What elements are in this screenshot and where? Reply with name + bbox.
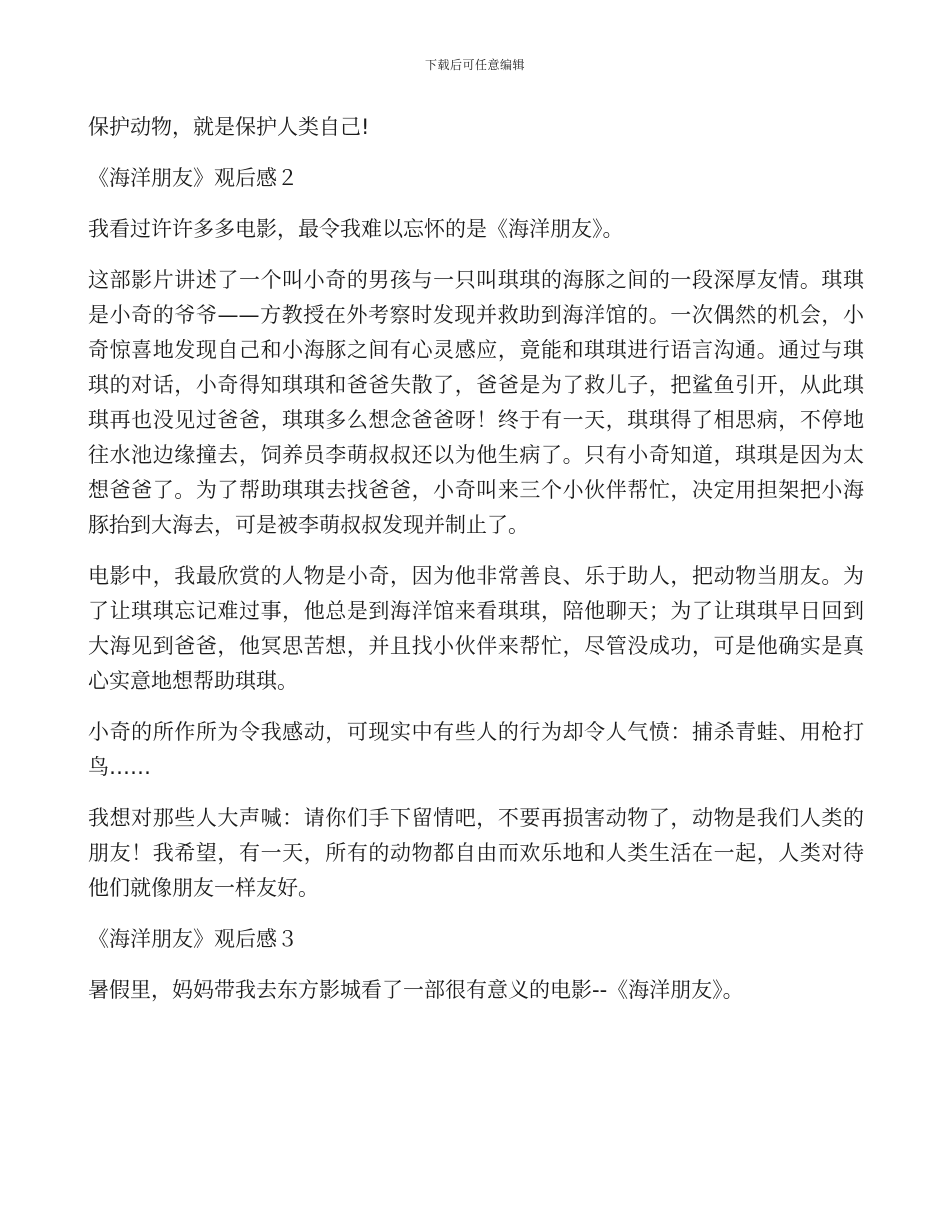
paragraph-closing-line: 保护动物，就是保护人类自己! — [88, 115, 370, 139]
paragraph-reality: 小奇的所作所为令我感动，可现实中有些人的行为却令人气愤：捕杀青蛙、用枪打鸟…… — [88, 720, 864, 779]
document-body — [88, 110, 864, 1024]
paragraph-summer: 暑假里，妈妈带我去东方影城看了一部很有意义的电影--《海洋朋友》。 — [88, 978, 744, 1002]
paragraph-plot: 这部影片讲述了一个叫小奇的男孩与一只叫琪琪的海豚之间的一段深厚友情。琪琪是小奇的爷爷——方教授在外考察时发现并救助到海洋馆的。一次偶然的机会，小奇惊喜地发现自己和小海豚之间有心灵感应，竟能和琪琪进行语言沟通。通过与琪琪的对话，小奇得知琪琪和爸爸失散了，爸爸是为了救儿子，把鲨鱼引开，从此琪琪再也没见过爸爸，琪琪多么想念爸爸呀！终于有一天，琪琪得了相思病，不停地往水池边缘撞去，饲养员李萌叔叔还以为他生病了。只有小奇知道，琪琪是因为太想爸爸了。为了帮助琪琪去找爸爸，小奇叫来三个小伙伴帮忙，决定用担架把小海豚抬到大海去，可是被李萌叔叔发现并制止了。 — [88, 268, 864, 537]
section-heading-3: 《海洋朋友》观后感３ — [88, 927, 298, 951]
paragraph-character: 电影中，我最欣赏的人物是小奇，因为他非常善良、乐于助人，把动物当朋友。为了让琪琪忘记难过事，他总是到海洋馆来看琪琪，陪他聊天；为了让琪琪早日回到大海见到爸爸，他冥思苦想，并且找小伙伴来帮忙，尽管没成功，可是他确实是真心实意地想帮助琪琪。 — [88, 564, 864, 693]
paragraph-intro: 我看过许许多多电影，最令我难以忘怀的是《海洋朋友》。 — [88, 217, 624, 241]
paragraph-appeal: 我想对那些人大声喊：请你们手下留情吧，不要再损害动物了，动物是我们人类的朋友！我希望，有一天，所有的动物都自由而欢乐地和人类生活在一起，人类对待他们就像朋友一样友好。 — [88, 806, 864, 900]
page-header: 下载后可任意编辑 — [424, 58, 525, 72]
section-heading-2: 《海洋朋友》观后感２ — [88, 166, 298, 190]
